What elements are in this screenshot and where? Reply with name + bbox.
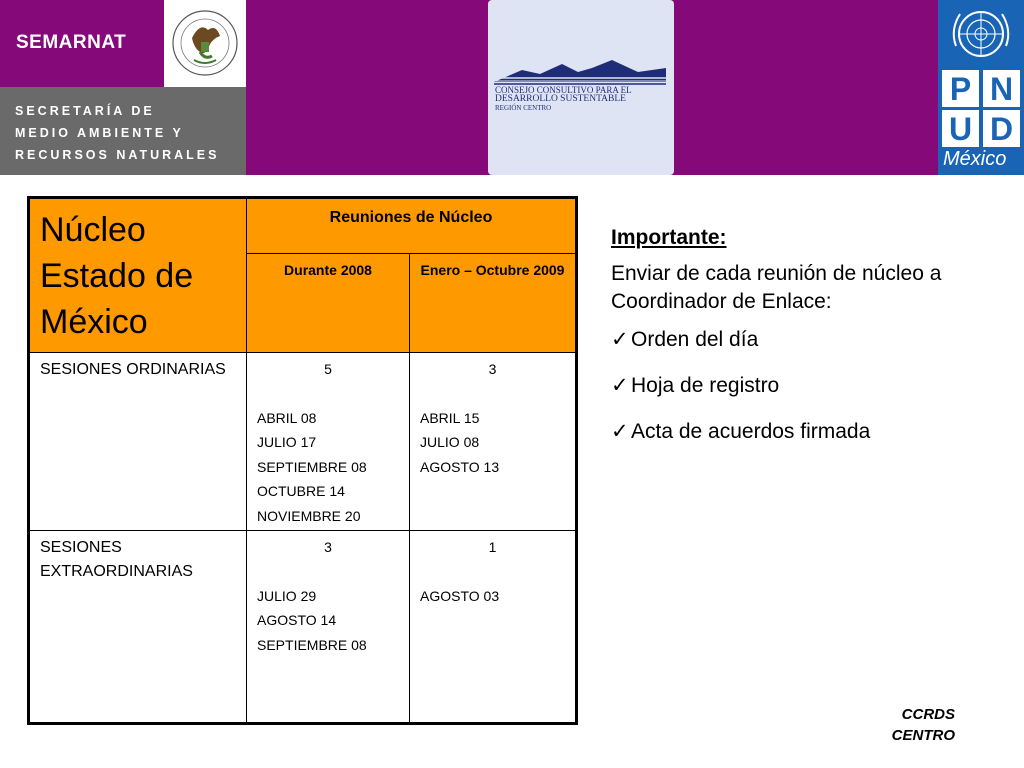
pnud-letter-n: N — [983, 70, 1020, 107]
session-date: JULIO 17 — [257, 434, 317, 450]
group-header: Reuniones de Núcleo — [247, 198, 577, 254]
semarnat-logo — [0, 0, 164, 87]
reuniones-table — [27, 196, 578, 725]
important-note — [611, 226, 1011, 464]
header-banner — [0, 0, 1024, 175]
session-date: ABRIL 08 — [257, 409, 317, 426]
session-date: SEPTIEMBRE 08 — [257, 636, 367, 653]
table-cell — [410, 353, 577, 531]
session-count: 3 — [324, 539, 332, 555]
ccds-text-line: REGIÓN CENTRO — [495, 104, 552, 112]
ccds-text-line: CONSEJO CONSULTIVO PARA EL — [495, 85, 632, 95]
session-count: 5 — [324, 361, 332, 377]
pnud-logo — [938, 0, 1024, 175]
secretaria-block — [0, 87, 246, 175]
un-emblem — [938, 0, 1024, 70]
session-count: 3 — [488, 361, 497, 377]
semarnat-title: SEMARNAT — [16, 32, 127, 53]
un-globe-icon — [938, 0, 1024, 70]
table-cell — [247, 531, 410, 724]
pnud-letter-p: P — [942, 70, 979, 107]
table-cell — [247, 353, 410, 531]
session-date: SEPTIEMBRE 08 — [257, 458, 367, 475]
session-date: AGOSTO 14 — [257, 612, 337, 628]
session-date: JULIO 29 — [257, 587, 317, 604]
reuniones-table-wrapper — [27, 196, 578, 725]
session-count: 1 — [488, 539, 497, 555]
table-row — [29, 531, 577, 724]
checklist-label: Acta de acuerdos firmada — [631, 420, 871, 443]
checklist-label: Hoja de registro — [631, 374, 780, 397]
note-body: Enviar de cada reunión de núcleo a Coordinador de Enlace: — [611, 262, 942, 313]
session-date: OCTUBRE 14 — [257, 483, 345, 499]
row-label: SESIONES EXTRAORDINARIAS — [29, 531, 247, 724]
mountains-icon — [492, 56, 668, 86]
checklist-item — [611, 418, 1011, 446]
checklist-item — [611, 326, 1011, 354]
table-row — [29, 353, 577, 531]
footer-credit — [892, 704, 955, 746]
checklist-label: Orden del día — [631, 328, 759, 351]
table-cell — [410, 531, 577, 724]
checkmark-icon: ✓ — [611, 420, 629, 443]
secretaria-line: RECURSOS NATURALES — [15, 148, 220, 162]
row-label: SESIONES ORDINARIAS — [29, 353, 247, 531]
checklist-item — [611, 372, 1011, 400]
session-date: ABRIL 15 — [420, 409, 480, 426]
col-header-2009: Enero – Octubre 2009 — [410, 254, 577, 353]
secretaria-line: SECRETARÍA DE — [15, 104, 155, 118]
table-title: Núcleo Estado de México — [29, 198, 247, 353]
pnud-country: México — [943, 148, 1007, 170]
checkmark-icon: ✓ — [611, 328, 629, 351]
ccds-text-line: DESARROLLO SUSTENTABLE — [495, 94, 626, 104]
pnud-letter-d: D — [983, 110, 1020, 147]
session-date: NOVIEMBRE 20 — [257, 507, 361, 524]
footer-line: CCRDS — [901, 706, 955, 723]
mexico-seal-logo — [164, 0, 246, 87]
footer-line: CENTRO — [891, 727, 955, 744]
session-date: AGOSTO 03 — [420, 587, 500, 604]
secretaria-line: MEDIO AMBIENTE Y — [15, 126, 184, 140]
ccds-logo — [488, 0, 674, 175]
col-header-2008: Durante 2008 — [247, 254, 410, 353]
checkmark-icon: ✓ — [611, 374, 629, 397]
session-date: JULIO 08 — [420, 434, 480, 450]
eagle-seal-icon — [170, 4, 240, 82]
note-title: Importante: — [611, 226, 727, 249]
session-date: AGOSTO 13 — [420, 458, 500, 475]
pnud-letter-u: U — [942, 110, 979, 147]
